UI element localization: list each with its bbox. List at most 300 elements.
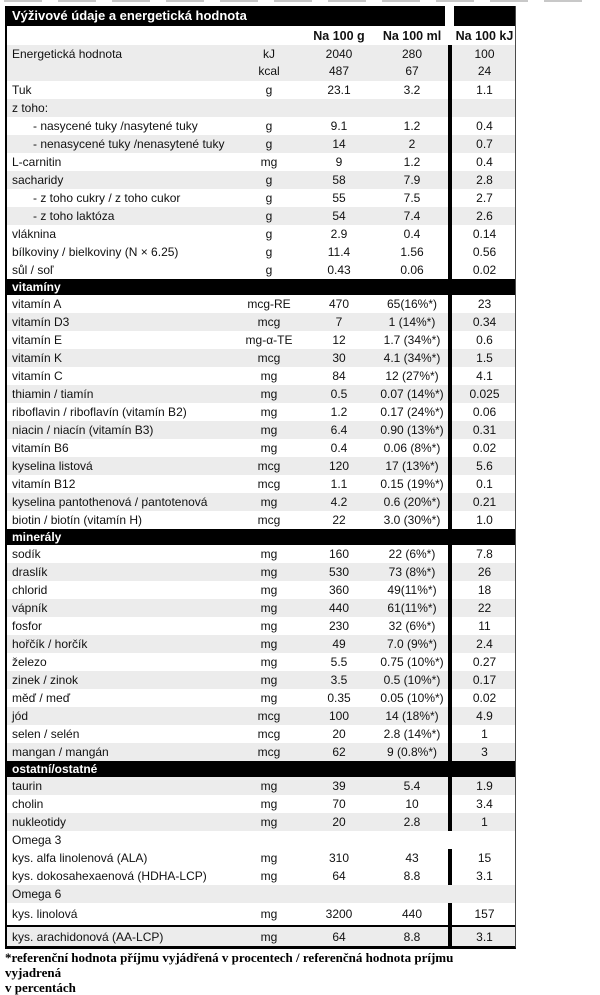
value-100kj: 2.6	[476, 209, 493, 223]
separator-line	[448, 45, 452, 81]
row-label: mangan / mangán	[12, 745, 109, 759]
value-100kj: 1.9	[476, 779, 493, 793]
column-separator	[445, 99, 454, 117]
row-unit: mg	[260, 441, 278, 455]
row-label: kys. linolová	[12, 907, 78, 921]
value-100ml: 32 (6%*)	[388, 619, 436, 633]
value-100ml: 0.75 (10%*)	[380, 655, 444, 669]
column-header-per-100ml: Na 100 ml	[382, 28, 442, 43]
table-row	[7, 475, 515, 493]
row-label: riboflavin / riboflavín (vitamín B2)	[12, 405, 187, 419]
table-row	[7, 795, 515, 813]
table-row	[7, 617, 515, 635]
value-100kj-line: 100	[474, 47, 495, 61]
row-unit: mg	[260, 851, 278, 865]
separator-line	[448, 81, 452, 99]
table-row	[7, 349, 515, 367]
value-100g: 39	[332, 779, 346, 793]
value-100g: 49	[332, 637, 346, 651]
row-unit: g	[265, 173, 273, 187]
value-100kj: 5.6	[476, 459, 493, 473]
table-row	[7, 867, 515, 885]
row-unit: mcg-RE	[247, 297, 291, 311]
value-100g: 0.4	[330, 441, 348, 455]
row-unit: mg-α-TE	[245, 333, 293, 347]
value-100ml: 61(11%*)	[387, 601, 437, 615]
row-unit: mg	[260, 815, 278, 829]
value-100g-line: 2040	[325, 47, 353, 61]
value-100ml: 1.7 (34%*)	[383, 333, 441, 347]
column-separator	[445, 795, 454, 813]
value-100kj: 7.8	[476, 547, 493, 561]
table-row	[7, 925, 515, 946]
row-unit: mg	[260, 929, 278, 944]
separator-line	[448, 261, 452, 279]
value-100g: 160	[328, 547, 350, 561]
column-separator	[445, 885, 454, 903]
value-100g: 9	[335, 155, 343, 169]
separator-line	[448, 349, 452, 367]
value-100ml: 7.0 (9%*)	[386, 637, 438, 651]
row-unit	[239, 45, 299, 80]
value-100kj: 1.5	[476, 351, 493, 365]
separator-line	[448, 493, 452, 511]
separator-line	[448, 295, 452, 313]
separator-line	[448, 903, 452, 925]
table-row	[7, 545, 515, 563]
value-100g: 6.4	[330, 423, 348, 437]
section-bar: minerály	[7, 529, 515, 545]
column-separator	[445, 927, 454, 946]
column-separator	[445, 81, 454, 99]
value-100kj: 0.1	[476, 477, 493, 491]
row-unit: g	[265, 209, 273, 223]
value-100kj: 3	[481, 745, 488, 759]
row-unit: mg	[260, 547, 278, 561]
separator-line	[448, 153, 452, 171]
table-row	[7, 331, 515, 349]
column-separator	[445, 511, 454, 529]
row-label: Tuk	[12, 83, 32, 97]
row-unit: mcg	[257, 745, 281, 759]
table-row	[7, 367, 515, 385]
row-label: fosfor	[12, 619, 43, 633]
value-100g: 0.43	[327, 263, 351, 277]
row-label: - nasycené tuky /nasytené tuky	[33, 119, 198, 133]
separator-line	[448, 367, 452, 385]
value-100g: 100	[328, 709, 350, 723]
row-unit: g	[265, 137, 273, 151]
value-100g: 22	[332, 513, 346, 527]
value-100kj: 2.7	[476, 191, 493, 205]
value-100g: 440	[328, 601, 350, 615]
row-unit: g	[265, 263, 273, 277]
value-100ml: 0.05 (10%*)	[380, 691, 444, 705]
table-row	[7, 135, 515, 153]
table-row	[7, 171, 515, 189]
value-100kj: 22	[477, 601, 492, 615]
column-separator	[445, 171, 454, 189]
column-separator	[445, 207, 454, 225]
value-100kj: 157	[474, 907, 495, 921]
separator-line	[448, 225, 452, 243]
table-row	[7, 493, 515, 511]
value-100ml: 10	[405, 797, 419, 811]
table-row	[7, 207, 515, 225]
separator-line	[448, 331, 452, 349]
separator-line	[448, 403, 452, 421]
value-100kj: 2.4	[476, 637, 493, 651]
separator-line	[448, 689, 452, 707]
value-100ml: 1.2	[403, 155, 421, 169]
row-unit: g	[265, 227, 273, 241]
table-row	[7, 261, 515, 279]
value-100ml-line: 67	[405, 64, 419, 78]
column-header-row	[7, 26, 515, 45]
row-label: biotin / biotín (vitamín H)	[12, 513, 143, 527]
row-unit: mg	[260, 601, 278, 615]
value-100ml	[379, 45, 445, 80]
table-row	[7, 385, 515, 403]
row-unit-line: kJ	[263, 47, 275, 61]
value-100ml: 0.15 (19%*)	[380, 477, 444, 491]
table-row	[7, 511, 515, 529]
row-label: vitamín B6	[12, 441, 69, 455]
value-100ml: 8.8	[403, 929, 421, 944]
row-label: cholin	[12, 797, 44, 811]
row-label: kyselina pantothenová / pantotenová	[12, 495, 208, 509]
value-100g: 7	[335, 315, 343, 329]
row-label: vitamín D3	[12, 315, 70, 329]
separator-line	[448, 475, 452, 493]
column-separator	[445, 367, 454, 385]
value-100ml: 2.8	[403, 815, 421, 829]
column-separator	[445, 295, 454, 313]
separator-line	[448, 813, 452, 831]
value-100g: 64	[332, 929, 346, 944]
row-label: z toho:	[12, 101, 49, 115]
row-label: chlorid	[12, 583, 48, 597]
value-100ml: 65(16%*)	[386, 297, 438, 311]
column-separator	[445, 153, 454, 171]
value-100ml: 22 (6%*)	[388, 547, 436, 561]
row-unit: mg	[260, 619, 278, 633]
column-separator	[445, 671, 454, 689]
value-100ml: 0.07 (14%*)	[380, 387, 444, 401]
column-separator	[445, 599, 454, 617]
row-unit: mg	[260, 369, 278, 383]
row-unit: mcg	[257, 727, 281, 741]
value-100kj: 0.7	[476, 137, 493, 151]
top-edge-artifact	[4, 0, 596, 2]
column-separator	[445, 261, 454, 279]
table-title-bar	[7, 6, 515, 26]
column-separator	[445, 189, 454, 207]
row-unit: mcg	[257, 513, 281, 527]
value-100kj: 15	[477, 851, 492, 865]
column-separator	[445, 689, 454, 707]
title-bar-right-segment	[454, 6, 515, 26]
value-100ml: 8.8	[403, 869, 421, 883]
row-unit: mcg	[257, 459, 281, 473]
column-separator	[445, 635, 454, 653]
value-100kj: 18	[477, 583, 492, 597]
value-100ml: 7.9	[403, 173, 421, 187]
value-100ml: 0.5 (10%*)	[383, 673, 441, 687]
row-unit-line: kcal	[258, 64, 280, 78]
value-100kj: 0.02	[472, 691, 497, 705]
value-100g: 70	[332, 797, 346, 811]
table-row	[7, 689, 515, 707]
value-100g: 3200	[325, 907, 353, 921]
table-row	[7, 653, 515, 671]
separator-line	[448, 207, 452, 225]
value-100g: 1.2	[330, 405, 348, 419]
table-row	[7, 777, 515, 795]
row-unit: mg	[260, 583, 278, 597]
value-100g: 20	[332, 727, 346, 741]
table-row	[7, 117, 515, 135]
row-unit: g	[265, 245, 273, 259]
footnote-line-2: v percentách	[5, 980, 76, 995]
row-label: měď / meď	[12, 691, 71, 705]
table-row	[7, 295, 515, 313]
row-unit: mg	[260, 673, 278, 687]
value-100ml: 3.0 (30%*)	[383, 513, 441, 527]
value-100ml: 5.4	[403, 779, 421, 793]
column-separator	[445, 225, 454, 243]
column-separator	[445, 707, 454, 725]
separator-line	[448, 725, 452, 743]
row-label: Omega 6	[12, 887, 62, 901]
table-row	[7, 885, 515, 903]
separator-line	[448, 511, 452, 529]
column-separator	[445, 331, 454, 349]
value-100kj: 0.27	[472, 655, 497, 669]
separator-line	[448, 635, 452, 653]
table-title: Výživové údaje a energetická hodnota	[7, 6, 445, 26]
row-label: Omega 3	[12, 833, 62, 847]
value-100kj: 0.025	[469, 387, 500, 401]
section-bar: vitamíny	[7, 279, 515, 295]
column-separator	[445, 403, 454, 421]
value-100kj: 3.4	[476, 797, 493, 811]
table-row	[7, 563, 515, 581]
column-separator	[445, 313, 454, 331]
row-unit: mg	[260, 691, 278, 705]
value-100g: 4.2	[330, 495, 348, 509]
row-unit: mcg	[257, 351, 281, 365]
value-100kj: 1.1	[476, 83, 493, 97]
row-label: selen / selén	[12, 727, 80, 741]
table-row	[7, 81, 515, 99]
value-100ml: 12 (27%*)	[385, 369, 439, 383]
table-row	[7, 243, 515, 261]
value-100ml: 0.4	[403, 227, 421, 241]
separator-line	[448, 563, 452, 581]
separator-line	[448, 707, 452, 725]
separator-line	[448, 545, 452, 563]
value-100g: 84	[332, 369, 346, 383]
row-label: vláknina	[12, 227, 57, 241]
row-label: sacharidy	[12, 173, 64, 187]
value-100kj: 0.31	[472, 423, 497, 437]
value-100kj: 26	[477, 565, 492, 579]
value-100ml: 0.06	[400, 263, 424, 277]
row-label: draslík	[12, 565, 48, 579]
row-unit: mcg	[257, 709, 281, 723]
value-100g: 5.5	[330, 655, 348, 669]
value-100g	[299, 45, 379, 80]
table-row	[7, 581, 515, 599]
separator-line	[448, 117, 452, 135]
row-label: L-carnitin	[12, 155, 62, 169]
reference-footnote	[5, 950, 485, 995]
value-100g: 2.9	[330, 227, 348, 241]
value-100ml: 7.5	[403, 191, 421, 205]
row-label: vitamín A	[12, 297, 62, 311]
column-separator	[445, 493, 454, 511]
value-100g: 12	[332, 333, 346, 347]
separator-line	[448, 385, 452, 403]
value-100g: 14	[332, 137, 346, 151]
table-body	[7, 45, 515, 946]
separator-line	[448, 99, 452, 117]
row-label: kys. dokosahexaenová (HDHA-LCP)	[12, 869, 207, 883]
value-100ml: 0.90 (13%*)	[380, 423, 444, 437]
value-100kj: 0.02	[472, 263, 497, 277]
table-row	[7, 671, 515, 689]
separator-line	[448, 313, 452, 331]
table-row	[7, 225, 515, 243]
value-100kj: 0.17	[472, 673, 497, 687]
row-unit: mcg	[257, 315, 281, 329]
value-100g: 11.4	[327, 245, 351, 259]
row-unit: mg	[260, 155, 278, 169]
row-label	[7, 45, 239, 63]
row-label: - z toho cukry / z toho cukor	[33, 191, 181, 205]
value-100ml: 4.1 (34%*)	[383, 351, 441, 365]
row-unit: mg	[260, 655, 278, 669]
value-100g: 64	[332, 869, 346, 883]
value-100kj	[454, 45, 515, 80]
column-separator	[445, 725, 454, 743]
value-100ml: 3.2	[403, 83, 421, 97]
section-bar: ostatní/ostatné	[7, 761, 515, 777]
value-100ml: 2	[408, 137, 416, 151]
row-label: - nenasycené tuky /nenasytené tuky	[33, 137, 225, 151]
value-100kj: 0.21	[472, 495, 497, 509]
table-row	[7, 725, 515, 743]
row-label: niacin / niacín (vitamín B3)	[12, 423, 154, 437]
column-separator	[445, 813, 454, 831]
column-separator	[445, 903, 454, 925]
separator-line	[448, 599, 452, 617]
value-100ml: 440	[401, 907, 423, 921]
row-label: železo	[12, 655, 47, 669]
column-separator	[445, 545, 454, 563]
row-label: vápník	[12, 601, 48, 615]
value-100ml: 1.56	[400, 245, 424, 259]
row-label: vitamín C	[12, 369, 63, 383]
row-unit: mcg	[257, 477, 281, 491]
value-100g: 0.35	[327, 691, 351, 705]
table-row	[7, 313, 515, 331]
value-100kj: 0.4	[476, 119, 493, 133]
separator-line	[448, 457, 452, 475]
column-separator	[445, 457, 454, 475]
row-unit: mg	[260, 423, 278, 437]
separator-line	[448, 243, 452, 261]
column-separator	[445, 385, 454, 403]
row-unit: mg	[260, 637, 278, 651]
separator-line	[448, 439, 452, 457]
value-100kj: 1	[481, 727, 488, 741]
separator-line	[448, 135, 452, 153]
row-label: sodík	[12, 547, 41, 561]
value-100g: 360	[328, 583, 350, 597]
column-separator	[445, 439, 454, 457]
value-100kj: 4.1	[476, 369, 493, 383]
value-100g: 62	[332, 745, 346, 759]
value-100kj: 0.06	[472, 405, 497, 419]
nutrition-table	[5, 6, 516, 949]
row-label: bílkoviny / bielkoviny (N × 6.25)	[12, 245, 179, 259]
table-row	[7, 707, 515, 725]
value-100g: 1.1	[330, 477, 348, 491]
value-100kj: 0.4	[476, 155, 493, 169]
value-100g: 20	[332, 815, 346, 829]
column-separator	[445, 653, 454, 671]
row-unit: mg	[260, 387, 278, 401]
value-100g: 58	[332, 173, 346, 187]
separator-line	[448, 171, 452, 189]
row-label: taurin	[12, 779, 43, 793]
table-row	[7, 635, 515, 653]
title-bar-gap	[445, 6, 454, 26]
table-row	[7, 831, 515, 849]
value-100g: 3.5	[330, 673, 348, 687]
row-label: sůl / soľ	[12, 263, 54, 277]
value-100ml: 0.6 (20%*)	[383, 495, 441, 509]
value-100kj: 0.02	[472, 441, 497, 455]
value-100ml: 49(11%*)	[387, 583, 437, 597]
row-label: jód	[12, 709, 29, 723]
table-row	[7, 743, 515, 761]
table-row	[7, 153, 515, 171]
value-100ml: 7.4	[403, 209, 421, 223]
table-row	[7, 903, 515, 925]
value-100kj: 4.9	[476, 709, 493, 723]
table-row	[7, 813, 515, 831]
value-100kj-line: 24	[477, 64, 492, 78]
column-separator	[445, 617, 454, 635]
separator-line	[448, 581, 452, 599]
separator-line	[448, 849, 452, 867]
value-100kj: 3.1	[476, 929, 493, 944]
value-100ml: 17 (13%*)	[385, 459, 439, 473]
separator-line	[448, 653, 452, 671]
row-label: vitamín E	[12, 333, 63, 347]
separator-line	[448, 617, 452, 635]
table-row	[7, 99, 515, 117]
row-unit: mg	[260, 565, 278, 579]
row-label: nukleotidy	[12, 815, 67, 829]
row-unit: mg	[260, 405, 278, 419]
column-separator	[445, 135, 454, 153]
table-row	[7, 439, 515, 457]
column-separator	[445, 421, 454, 439]
